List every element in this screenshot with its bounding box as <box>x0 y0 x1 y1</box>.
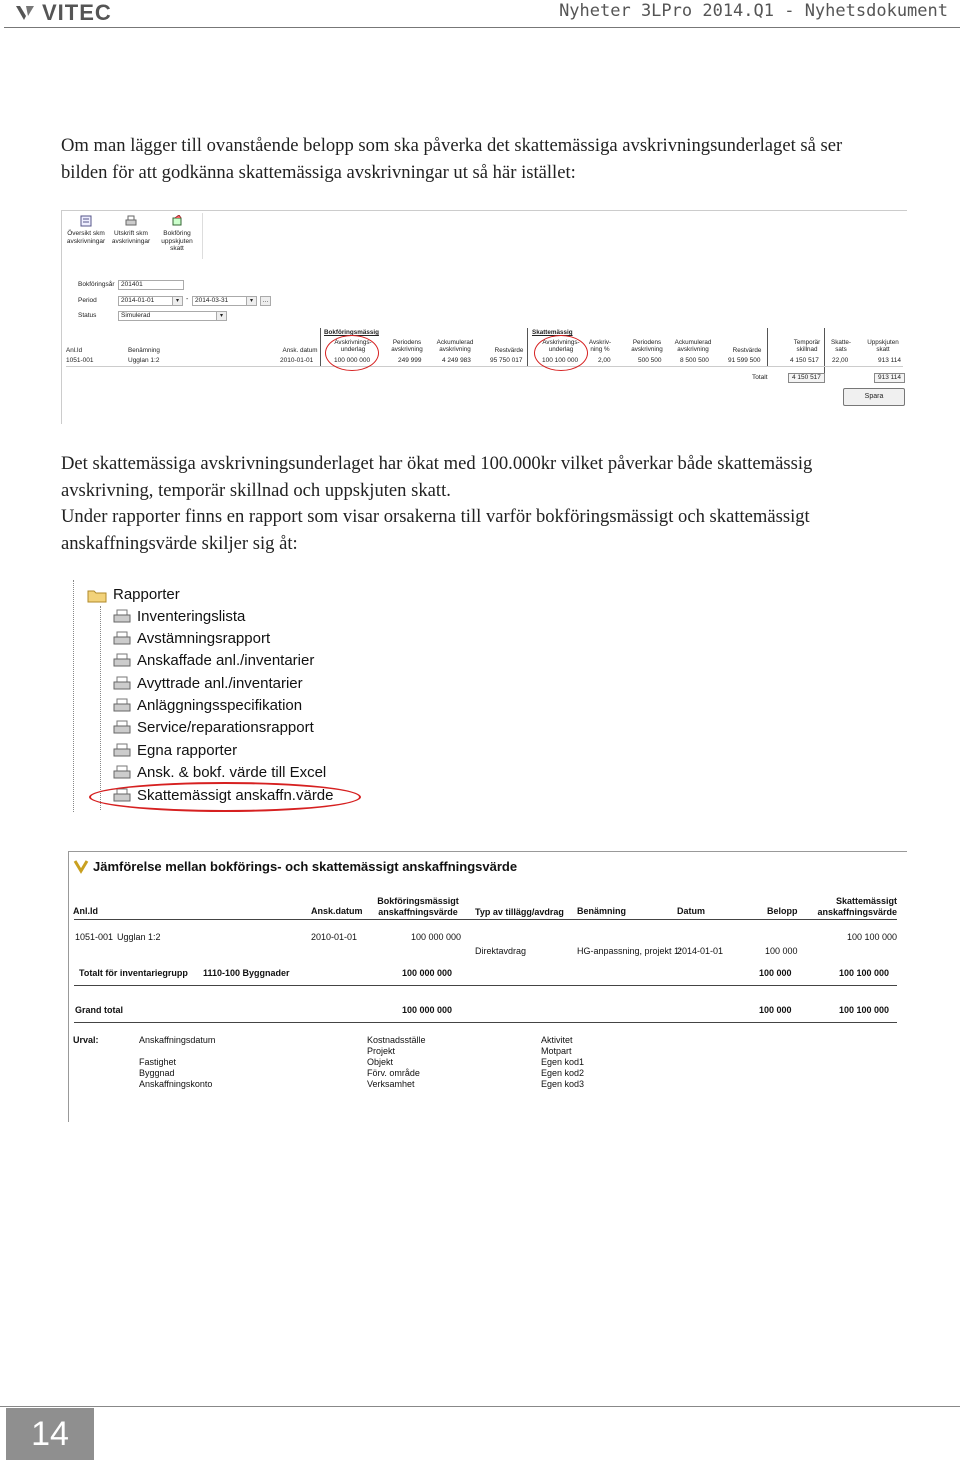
deferred-tax-screenshot <box>61 210 907 424</box>
tree-item-label: Egna rapporter <box>137 742 238 759</box>
group-total-rule <box>74 985 897 986</box>
tree-item-service[interactable] <box>113 717 314 739</box>
printer-icon <box>113 653 131 669</box>
col-s-rest: Restvärde <box>732 347 762 354</box>
gt-belopp: 100 000 <box>759 968 792 978</box>
cell-benamning: Ugglan 1:2 <box>128 357 160 364</box>
total-label: Totalt <box>752 374 768 381</box>
col-b-ack: Ackumulerad avskrivning <box>436 339 474 353</box>
overview-icon <box>80 215 92 227</box>
tree-item-label: Inventeringslista <box>137 608 246 625</box>
period-to-input[interactable]: 2014-03-31 <box>192 296 248 306</box>
col-s-ack: Ackumulerad avskrivning <box>674 339 712 353</box>
urval-item: Anskaffningsdatum <box>139 1035 216 1045</box>
toolbar-overview-button[interactable] <box>64 215 108 245</box>
urval-col-3 <box>541 1035 584 1090</box>
toolbar-booking-button[interactable] <box>155 215 199 253</box>
highlight-ring-skatt <box>534 335 588 371</box>
rr-bok: 100 000 000 <box>411 932 462 942</box>
printer-icon <box>113 743 131 759</box>
cell-uppskjuten: 913 114 <box>878 357 902 364</box>
urval-item: Motpart <box>541 1046 572 1056</box>
status-dropdown[interactable]: ▾ <box>216 311 227 321</box>
cell-s-avskr: 100 100 000 <box>542 357 579 364</box>
group-skatt: Skattemässig <box>532 329 573 336</box>
year-label: Bokföringsår <box>78 281 115 288</box>
urval-item: Egen kod3 <box>541 1079 585 1089</box>
rh-anlid: Anl.Id <box>73 906 98 916</box>
status-label: Status <box>78 312 97 319</box>
tree-item-inventeringslista[interactable] <box>113 606 245 628</box>
urval-item: Kostnadsställe <box>367 1035 426 1045</box>
urval-item: Egen kod1 <box>541 1057 585 1067</box>
report-header-rule <box>74 919 897 920</box>
save-button[interactable]: Spara <box>843 388 905 406</box>
urval-item: Byggnad <box>139 1068 175 1078</box>
rh-typ: Typ av tillägg/avdrag <box>475 907 564 917</box>
footer-divider <box>0 1406 960 1407</box>
highlight-ring-bok <box>325 335 379 371</box>
col-temp: Temporär skillnad <box>793 339 821 353</box>
header-divider <box>4 27 960 28</box>
col-ansk: Ansk. datum <box>282 347 318 354</box>
tree-item-label: Service/reparationsrapport <box>137 719 314 736</box>
printer-icon <box>113 631 131 647</box>
vitec-logo-icon <box>14 4 36 22</box>
highlight-ring-report <box>89 782 361 812</box>
urval-item: Förv. område <box>367 1068 420 1078</box>
year-input[interactable]: 201401 <box>118 280 184 290</box>
grand-label: Grand total <box>75 1005 124 1015</box>
tree-child-guide-line <box>100 606 101 810</box>
tree-item-excel[interactable] <box>113 762 326 784</box>
grand-bok: 100 000 000 <box>402 1005 453 1015</box>
col-s-period: Periodens avskrivning <box>631 339 663 353</box>
toolbar-print-label: Utskrift skm avskrivningar <box>111 230 151 245</box>
col-s-avskr: Avskrivnings-underlag <box>542 339 580 353</box>
rs-ben: HG-anpassning, projekt 1: <box>577 946 682 956</box>
col-b-avskr: Avskrivnings-underlag <box>334 339 372 353</box>
printer-icon <box>113 765 131 781</box>
rr-name: Ugglan 1:2 <box>117 932 161 942</box>
vitec-logo <box>14 2 112 24</box>
cell-skattesats: 22,00 <box>832 357 849 364</box>
tree-item-label: Skattemässigt anskaffn.värde <box>137 787 334 804</box>
cell-temp: 4 150 517 <box>790 357 819 364</box>
booking-icon <box>171 215 183 227</box>
report-title: Jämförelse mellan bokförings- och skattemässigt anskaffningsvärde <box>93 859 518 874</box>
status-select[interactable]: Simulerad <box>118 311 218 321</box>
gt-skatt: 100 100 000 <box>839 968 890 978</box>
tree-item-label: Anskaffade anl./inventarier <box>137 652 315 669</box>
col-uppskjuten: Uppskjuten skatt <box>867 339 899 353</box>
urval-item: Anskaffningskonto <box>139 1079 213 1089</box>
result-paragraph: Det skattemässiga avskrivningsunderlaget har ökat med 100.000kr vilket påverkar både skattemässig avskrivning, temporär skillnad och uppskjuten skatt. <box>61 453 813 501</box>
toolbar-overview-label: Översikt skm avskrivningar <box>66 230 106 245</box>
col-benamning: Benämning <box>128 347 160 354</box>
rs-typ: Direktavdrag <box>475 946 527 956</box>
rs-datum: 2014-01-01 <box>677 946 724 956</box>
rs-belopp: 100 000 <box>765 946 798 956</box>
tree-item-avstamningsrapport[interactable] <box>113 628 270 650</box>
tree-guide-line <box>73 580 74 812</box>
period-from-input[interactable]: 2014-01-01 <box>118 296 174 306</box>
period-extra-button[interactable]: … <box>260 296 271 306</box>
rh-datum: Datum <box>677 906 706 916</box>
grand-belopp: 100 000 <box>759 1005 792 1015</box>
cell-s-rest: 91 599 500 <box>728 357 761 364</box>
period-from-dropdown[interactable]: ▾ <box>172 296 183 306</box>
tree-root-label: Rapporter <box>113 586 180 603</box>
cell-b-rest: 95 750 017 <box>490 357 523 364</box>
comparison-report <box>68 851 907 1122</box>
cell-b-avskr: 100 000 000 <box>334 357 371 364</box>
urval-label: Urval: <box>73 1035 99 1045</box>
cell-s-pct: 2,00 <box>598 357 611 364</box>
report-tree <box>69 580 369 812</box>
cell-s-period: 500 500 <box>638 357 662 364</box>
cell-b-period: 249 999 <box>398 357 422 364</box>
urval-item: Egen kod2 <box>541 1068 585 1078</box>
cell-b-ack: 4 249 983 <box>442 357 471 364</box>
rr-anlid: 1051-001 <box>75 932 114 942</box>
toolbar-print-button[interactable] <box>109 215 153 245</box>
total-temp: 4 150 517 <box>788 373 825 383</box>
period-dash: - <box>186 296 189 303</box>
toolbar-booking-label: Bokföring uppskjuten skatt <box>161 230 193 252</box>
urval-col-2 <box>367 1035 426 1090</box>
tree-item-label: Avstämningsrapport <box>137 630 271 647</box>
divider-bok <box>320 328 321 366</box>
rh-ben: Benämning <box>577 906 627 916</box>
group-bokforing: Bokföringsmässig <box>324 329 379 336</box>
gt-bok: 100 000 000 <box>402 968 453 978</box>
rh-ansk: Ansk.datum <box>311 906 363 916</box>
gt-label: Totalt för inventariegrupp <box>79 968 188 978</box>
folder-icon <box>87 588 107 603</box>
tree-item-label: Avyttrade anl./inventarier <box>137 675 303 692</box>
printer-icon <box>113 720 131 736</box>
urval-item: Fastighet <box>139 1057 177 1067</box>
brand-name: VITEC <box>42 0 112 25</box>
page-number: 14 <box>6 1408 94 1460</box>
col-s-pct: Avskriv-ning % <box>588 339 612 353</box>
rh-belopp: Belopp <box>767 906 798 916</box>
period-label: Period <box>78 297 97 304</box>
urval-item <box>139 1046 215 1057</box>
grand-skatt: 100 100 000 <box>839 1005 890 1015</box>
tree-item-egna-rapporter[interactable] <box>113 740 237 762</box>
col-anlid: Anl.Id <box>66 347 83 354</box>
rh-bok: Bokföringsmässigt anskaffningsvärde <box>377 896 459 917</box>
tree-root-rapporter[interactable] <box>87 584 180 606</box>
tree-item-anlaggningsspecifikation[interactable] <box>113 695 302 717</box>
urval-col-1 <box>139 1035 215 1090</box>
grand-total-rule <box>74 1022 897 1023</box>
total-uppskjuten: 913 114 <box>874 373 905 383</box>
urval-item: Projekt <box>367 1046 396 1056</box>
printer-icon <box>113 609 131 625</box>
urval-item: Verksamhet <box>367 1079 415 1089</box>
printer-icon <box>113 698 131 714</box>
col-b-rest: Restvärde <box>494 347 524 354</box>
report-intro-paragraph: Under rapporter finns en rapport som visar orsakerna till varför bokföringsmässigt och skattemässigt anskaffningsvärde skiljer sig åt: <box>61 506 810 554</box>
row-divider <box>66 366 903 367</box>
document-title: Nyheter 3LPro 2014.Q1 - Nyhetsdokument <box>559 1 948 21</box>
printer-icon <box>113 676 131 692</box>
intro-paragraph: Om man lägger till ovanstående belopp som ska påverka det skattemässiga avskrivningsunderlaget så ser bilden för att godkänna skattemässiga avskrivningar ut så här istället: <box>61 135 843 183</box>
rh-skatt: Skattemässigt anskaffningsvärde <box>817 896 897 917</box>
rr-skatt: 100 100 000 <box>847 932 898 942</box>
urval-item: Objekt <box>367 1057 394 1067</box>
toolbar-separator <box>202 213 203 259</box>
tree-item-avyttrade[interactable] <box>113 673 303 695</box>
tree-item-label: Anläggningsspecifikation <box>137 697 303 714</box>
col-b-period: Periodens avskrivning <box>391 339 423 353</box>
cell-s-ack: 8 500 500 <box>680 357 709 364</box>
period-to-dropdown[interactable]: ▾ <box>246 296 257 306</box>
printer-icon <box>125 215 137 227</box>
tree-item-label: Ansk. & bokf. värde till Excel <box>137 764 327 781</box>
gt-group: 1110-100 Byggnader <box>203 968 290 978</box>
col-skattesats: Skatte-sats <box>831 339 851 353</box>
rr-ansk: 2010-01-01 <box>311 932 358 942</box>
tree-item-anskaffade[interactable] <box>113 650 314 672</box>
report-icon <box>73 858 89 874</box>
cell-anlid: 1051-001 <box>66 357 94 364</box>
cell-ansk: 2010-01-01 <box>280 357 314 364</box>
urval-item: Aktivitet <box>541 1035 573 1045</box>
